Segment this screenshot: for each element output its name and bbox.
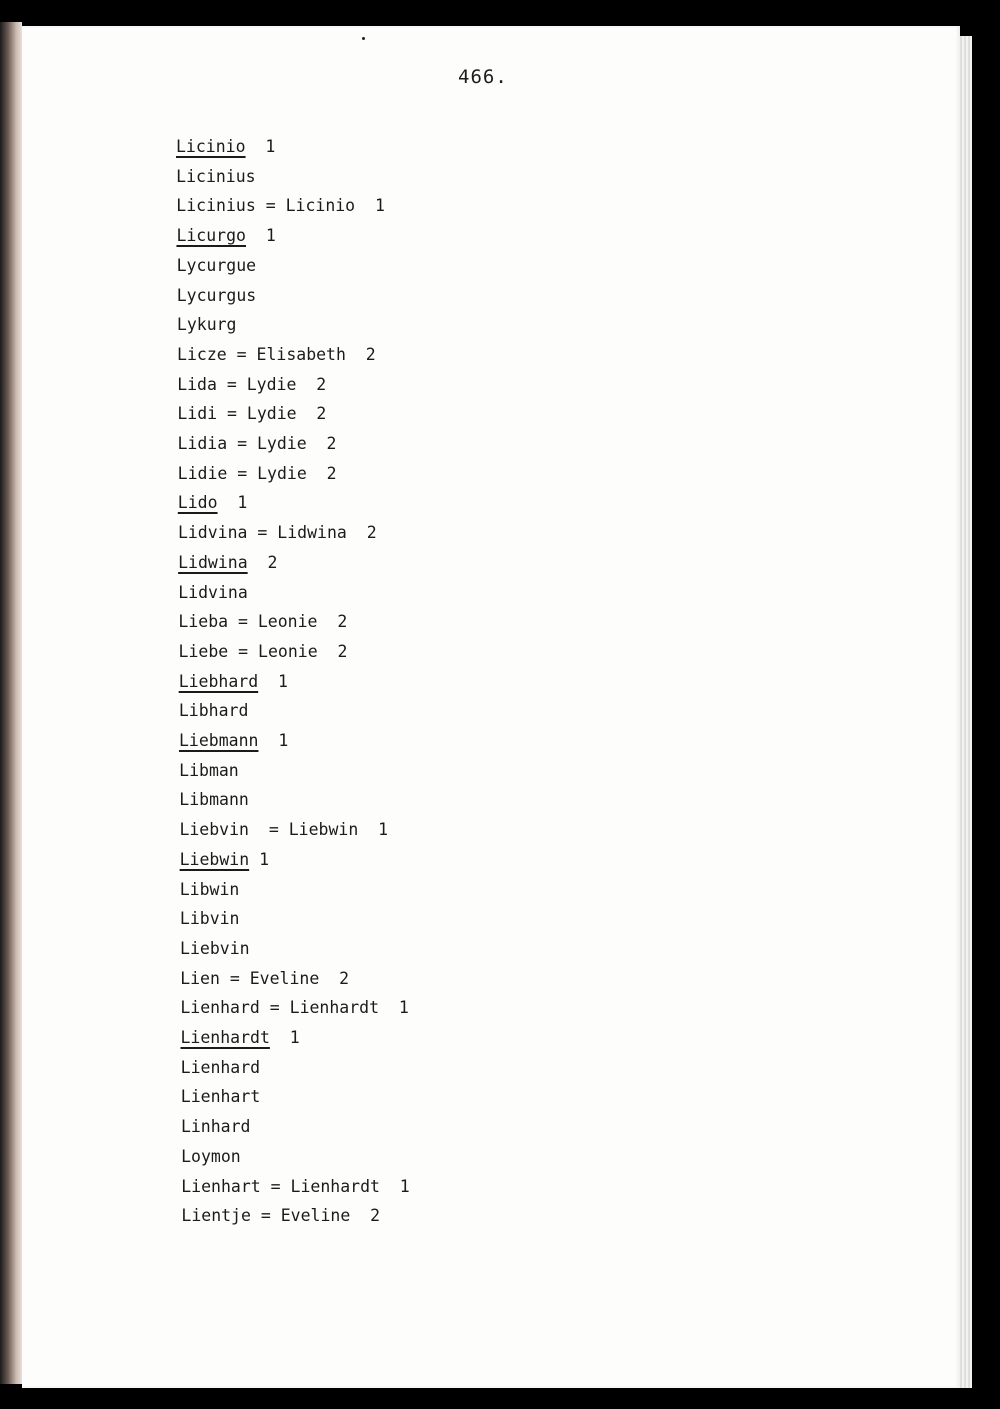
index-entry <box>180 939 250 959</box>
entry-reference: 1 <box>258 731 289 750</box>
index-entry <box>176 167 255 187</box>
entry-name: Lidvina <box>177 523 248 543</box>
entry-name: Licinius <box>176 166 256 186</box>
index-entry <box>181 1087 260 1107</box>
entry-name: Libwin <box>179 879 240 899</box>
index-entry <box>181 1206 380 1226</box>
index-entry <box>181 1028 300 1048</box>
entry-name: Lieba <box>178 612 229 632</box>
entry-reference: = Lydie 2 <box>216 374 327 394</box>
entry-name: Lidvina <box>178 582 248 602</box>
index-entry <box>181 1117 251 1137</box>
index-entry <box>178 612 347 632</box>
entry-reference: = Lydie 2 <box>217 404 327 424</box>
entry-name: Licinius <box>176 196 256 216</box>
entry-name: Libhard <box>178 701 249 721</box>
entry-reference: 1 <box>245 137 276 156</box>
index-entry <box>179 731 288 751</box>
entry-name: Libvin <box>179 909 240 929</box>
entry-reference: = Lydie 2 <box>227 434 337 453</box>
entry-headword: Liebmann <box>179 731 259 750</box>
entry-reference: = Eveline 2 <box>219 968 350 988</box>
entry-headword: Lienhardt <box>180 1028 270 1047</box>
index-entry <box>180 909 240 929</box>
entry-reference: = Leonie 2 <box>228 641 348 661</box>
entry-name: Lycurgue <box>176 255 257 275</box>
entry-name: Lienhard <box>180 1057 261 1077</box>
index-entry <box>180 850 269 870</box>
entry-name: Liebe <box>178 641 229 661</box>
entry-headword: Liebhard <box>178 671 259 691</box>
entry-headword: Lidwina <box>178 552 248 572</box>
index-entry <box>181 1147 241 1167</box>
entry-headword: Licinio <box>176 137 246 156</box>
entry-reference: = Elisabeth 2 <box>226 344 376 364</box>
index-entry <box>178 553 277 573</box>
index-entry <box>176 226 275 246</box>
index-entry <box>176 196 385 216</box>
entry-headword: Liebwin <box>179 849 250 869</box>
index-entry <box>179 672 288 692</box>
index-entry <box>180 969 349 989</box>
index-entry <box>177 256 256 276</box>
entry-headword: Licurgo <box>176 226 246 246</box>
entry-name: Linhard <box>180 1117 251 1137</box>
entry-name: Loymon <box>181 1146 241 1166</box>
index-entry <box>177 345 376 365</box>
entry-reference: = Lidwina 2 <box>247 523 377 543</box>
entry-reference: 1 <box>258 671 288 691</box>
entry-reference: 1 <box>245 226 276 246</box>
entry-reference: 2 <box>247 552 278 572</box>
entry-reference: = Licinio 1 <box>255 196 385 216</box>
index-entry <box>181 1177 410 1197</box>
index-entry <box>177 375 326 395</box>
index-entry <box>180 998 409 1018</box>
entry-name: Lientje <box>181 1206 251 1226</box>
index-entry <box>177 404 326 424</box>
index-entry <box>179 642 348 662</box>
entry-name: Lykurg <box>176 315 237 335</box>
index-entry <box>179 820 388 840</box>
index-entry <box>177 286 256 306</box>
index-entry <box>180 880 240 900</box>
entry-reference: = Lydie 2 <box>227 463 337 483</box>
document-page <box>22 26 960 1388</box>
entry-reference: = Leonie 2 <box>228 612 348 632</box>
ink-speck <box>362 37 365 40</box>
entry-name: Lidia <box>177 434 228 453</box>
book-spine-edge <box>0 22 22 1384</box>
entry-headword: Lido <box>177 493 218 513</box>
page-number: 466. <box>458 66 508 88</box>
entry-reference: = Eveline 2 <box>250 1206 381 1226</box>
entry-reference: 1 <box>249 849 270 869</box>
entry-name: Liebvin <box>179 820 249 840</box>
entry-name: Lienhard <box>180 998 260 1018</box>
entry-name: Lienhart <box>181 1176 261 1196</box>
entry-name: Libmann <box>179 790 249 810</box>
entry-name: Lidie <box>177 463 228 483</box>
entry-name: Licze <box>177 344 227 364</box>
entry-name: Lienhart <box>180 1087 261 1107</box>
index-entry <box>178 523 377 543</box>
entry-reference: = Liebwin 1 <box>248 820 389 840</box>
index-entry <box>177 315 237 335</box>
entry-name: Lida <box>177 374 217 394</box>
entry-reference: = Lienhardt 1 <box>260 1176 410 1196</box>
index-entry <box>176 137 275 157</box>
index-entry <box>179 761 239 781</box>
entry-reference: 1 <box>269 1028 300 1047</box>
index-entry <box>178 464 337 484</box>
entry-reference: 1 <box>217 493 248 513</box>
index-entry <box>179 790 249 810</box>
index-entry <box>178 583 248 603</box>
index-entry <box>178 493 248 513</box>
entry-name: Lycurgus <box>176 285 257 305</box>
index-entry <box>181 1058 260 1078</box>
index-entry <box>179 701 249 721</box>
entry-name: Lidi <box>177 404 218 424</box>
entry-name: Lien <box>180 968 220 988</box>
entry-reference: = Lienhardt 1 <box>259 998 409 1018</box>
entry-name: Libman <box>179 760 239 780</box>
index-entry <box>178 434 337 454</box>
page-stack-edges <box>958 36 972 1388</box>
entry-name: Liebvin <box>180 938 250 958</box>
